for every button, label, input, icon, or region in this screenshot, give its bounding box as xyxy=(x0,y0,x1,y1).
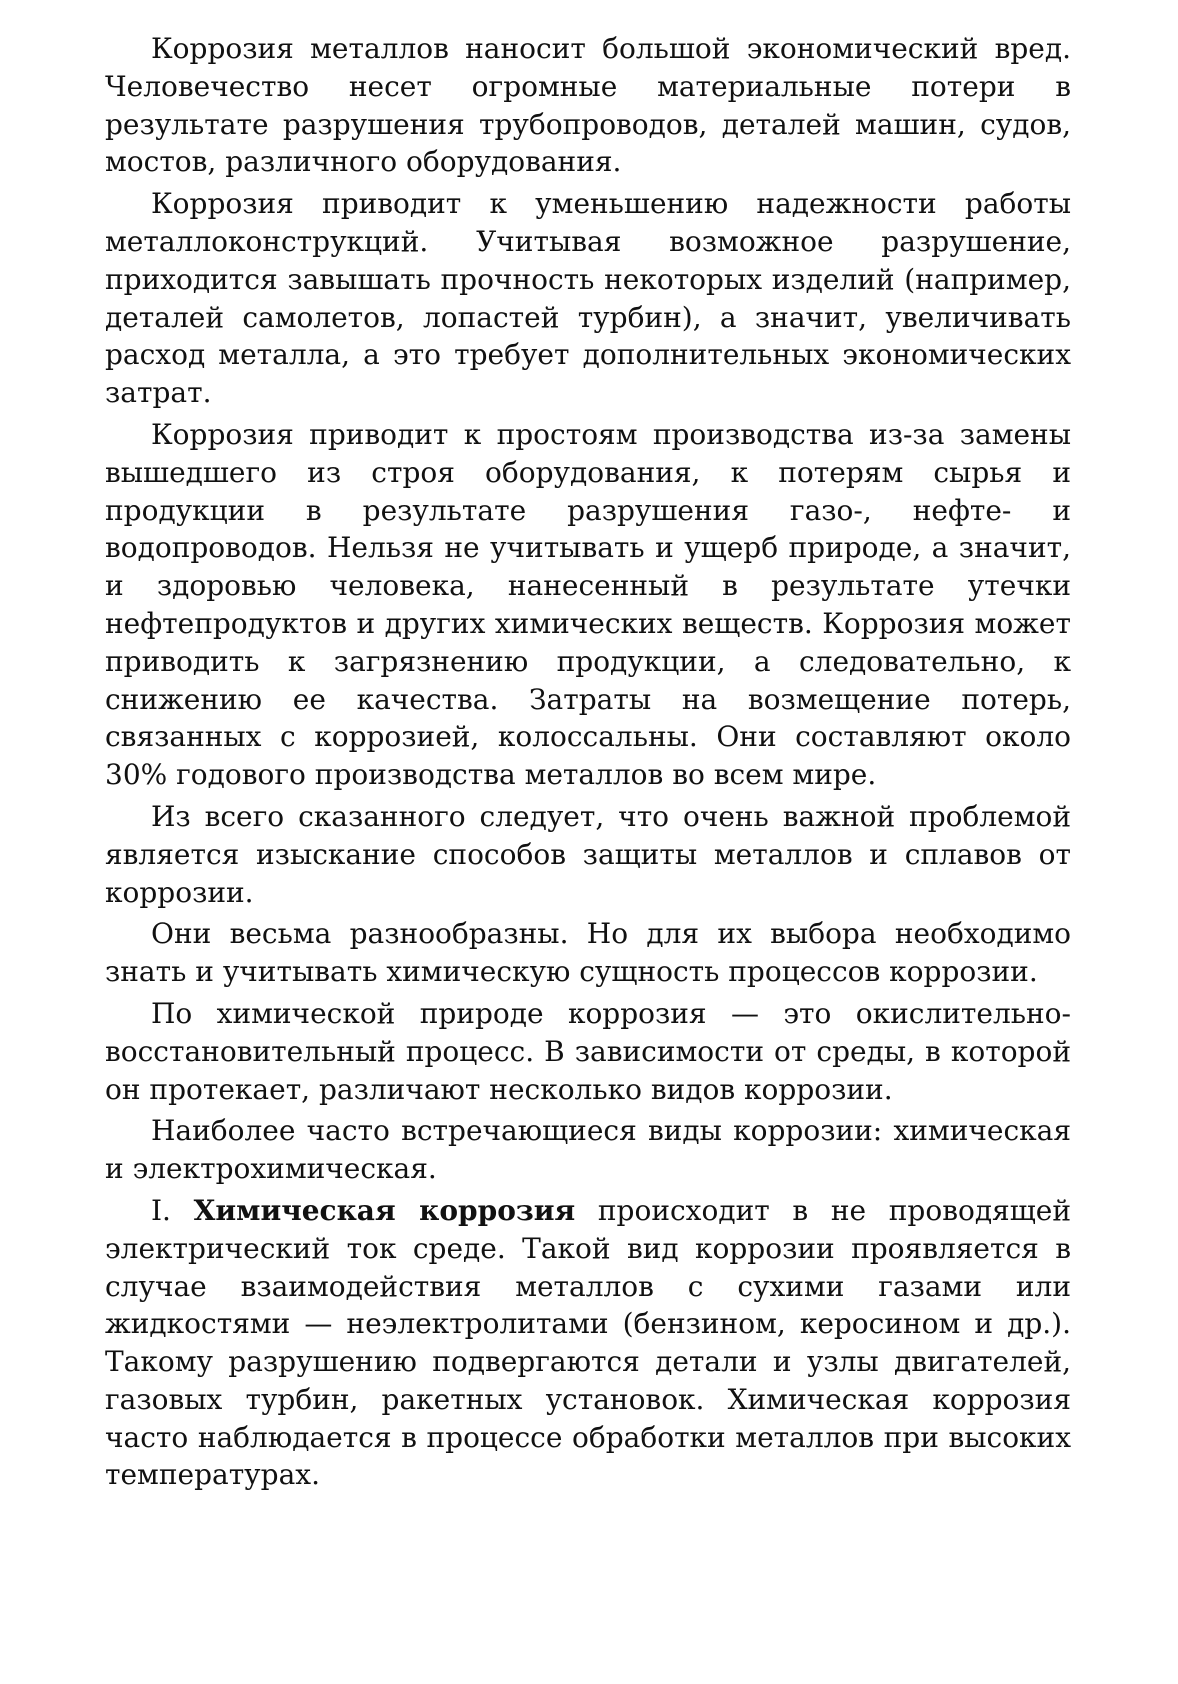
paragraph-reliability: Коррозия приводит к уменьшению надежности работы металлоконструкций. Учитывая возможное разрушение, приходится завышать прочность некоторых изделий (например, деталей самолетов, лопастей турбин), а значит, увеличивать расход металла, а это требует дополнительных экономических затрат. xyxy=(105,187,1071,410)
paragraph-methods-diversity: Они весьма разнообразны. Но для их выбора необходимо знать и учитывать химическую сущность процессов коррозии. xyxy=(105,917,1071,989)
paragraph-chemical-nature: По химической природе коррозия — это окислительно-восстановительный процесс. В зависимости от среды, в которой он протекает, различают несколько видов коррозии. xyxy=(105,996,1071,1106)
section-number: I. xyxy=(151,1193,194,1227)
paragraph-chemical-corrosion xyxy=(105,1192,1071,1494)
paragraph-economic-damage: Коррозия металлов наносит большой экономический вред. Человечество несет огромные материальные потери в результате разрушения трубопроводов, деталей машин, судов, мостов, различного оборудования. xyxy=(105,32,1071,179)
chemical-corrosion-text: происходит в не проводящей электрический ток среде. Такой вид коррозии проявляется в случае взаимодействия металлов с сухими газами или жидкостями — неэлектролитами (бензином, керосином и др.). Такому разрушению подвергаются детали и узлы двигателей, газовых турбин, ракетных установок. Химическая коррозия часто наблюдается в процессе обработки металлов при высоких температурах. xyxy=(105,1193,1071,1492)
paragraph-protection-problem: Из всего сказанного следует, что очень важной проблемой является изыскание способов защиты металлов и сплавов от коррозии. xyxy=(105,799,1071,909)
paragraph-corrosion-types: Наиболее часто встречающиеся виды коррозии: химическая и электрохимическая. xyxy=(105,1114,1071,1186)
document-page xyxy=(105,30,1071,1498)
paragraph-downtime: Коррозия приводит к простоям производства из-за замены вышедшего из строя оборудования, к потерям сырья и продукции в результате разрушения газо-, нефте- и водопроводов. Нельзя не учитывать и ущерб природе, а значит, и здоровью человека, нанесенный в результате утечки нефтепродуктов и других химических веществ. Коррозия может приводить к загрязнению продукции, а следовательно, к снижению ее качества. Затраты на возмещение потерь, связанных с коррозией, колоссальны. Они составляют около 30% годового производства металлов во всем мире. xyxy=(105,417,1071,792)
term-chemical-corrosion: Химическая коррозия xyxy=(193,1193,576,1227)
